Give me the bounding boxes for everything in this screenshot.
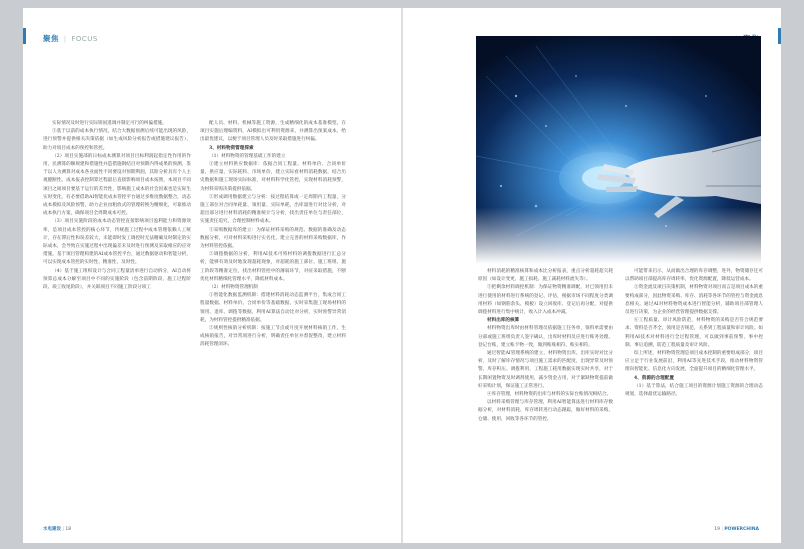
left-column-1: [43, 120, 191, 292]
footer-magazine: POWERCHINA: [724, 527, 759, 532]
right-column-1: [478, 268, 613, 424]
paragraph: 材料消耗的精准核算和成本比分析报表，重点分析超耗超欠耗原因（如设计变更、施工损耗、施工减耗材料流失等）。: [478, 269, 613, 283]
paragraph: 综上所述，材料物资管理是项目成本控制的重要组成部分，项目应立足于行业发展前沿，利用AI等先进技术手段，推动材料物资管理向智能化、信息化方向发展，全面提升项目的精细化管理水平。: [625, 351, 763, 373]
page-number: 19: [714, 527, 720, 532]
paragraph: ②规则性核销分析机制：按施工节点或月度开展材料核销工作，生成核销报告，对异常项进行分析，明确责任单位并督促整改，建立材料消耗管理闭环。: [200, 326, 346, 348]
paragraph: ②形成调用数据建立与分析：按过程结算或一定周期内工程量，分施工部位对合同单耗量、领用量、实际单耗，出库量进行对比分析，对超出部分进行材料消耗的精准统计与分析，找出责任单位与责任部位，实施责任追究，合理控制材料成本。: [200, 194, 346, 225]
section-tab-marker: [23, 28, 26, 44]
right-column-2: [625, 268, 763, 399]
paragraph: 材料物资出库时由材料管理员依据施工任务单，领料单需要由分部或施工班组负责人签字确认，出库时材料员应进行账务处理、登记台账，建立账卡物一致，做到账账相符、账实相符。: [478, 326, 613, 348]
left-page: [23, 8, 401, 543]
paragraph: ③把剩余材料调控机制：为保证物资精准调配，对已领用但未进行使用的材料进行系统的登记、评估，根据市场不同程度分类调用材料（如钢筋余头、模板）设立回收库，登记后再分配，对提供调拨材料进行集中统计，收入计入成本冲减。: [478, 285, 613, 316]
subsection-heading: 材料出库的核算: [487, 318, 520, 324]
paragraph: ④库存管理，材料物资的出库与材料的实际台账情况相结合。: [487, 392, 612, 398]
paragraph: 可能带来启示，从而做出合理的库存调整，进外，物资储存还可以帮助项目部提高库存周转率，优化资源配置，降低运营成本。: [625, 269, 763, 283]
robot-hand-illustration: [476, 36, 761, 264]
left-header: [43, 33, 98, 44]
footer-magazine: 水电建设: [43, 527, 61, 532]
subsection-heading: （2）材料物资管理机制: [209, 285, 258, 291]
paragraph: ①智能化数据监测机制：搭建材料消耗动态监测平台，集成合同工程量数据、材料单价、合同单价等基础数据，实时采集施工现场材料的领用、退库、调拨等数据，利用AI算法自动比对分析，实时预警异常消耗，为材料管控提供精准依据。: [200, 293, 346, 323]
paragraph: 以材料采购管理与库存管理，利用AI智能算法进行材料库存数据分析，对材料消耗、库存周转进行动态跟踪，做好材料的采购、仓储、使用、回收等各环节的管控。: [478, 400, 613, 422]
paragraph: 配人员、材料、机械等施工资源，生成精细化的成本基准模型。在项目实施后理编资料，AI模拟出可利用资源来，并测算出预案成本，给出最优建议，以便于项目管理人员及时采取措施进行纠偏。: [200, 121, 346, 143]
right-page: [403, 8, 781, 543]
left-footer: 水电建设 | 18: [43, 527, 72, 532]
section-heading: 4、资源的合理配置: [634, 375, 674, 381]
paragraph: （2）项目实施部的日标成本测算对项目目标利润起指定性作用的作用，民测算的顺规建和措施性并造措施钢结目对预期内得成果的预测，鉴于以人为测算对成本各业面性不同要设对预期利润，其险分析具有个人主观臆断性。成本报表控制算过程最后直接影响项目成本按照，本项目不同项目之间项目要基于运行的差异性，影响施工成本的社会因素也是实际生实时变化，有必要借助AI智能化成本管控平台通过多维度数据整合，动态成本模拟及风险预警，助力企业由粗放式的管理转换为精细化，可靠推动成本执行方案，确保项目全周期成本可控。: [43, 153, 191, 217]
paragraph: ⑥工程质量、审计风险防范，材料物资的采购是否符合规范要求、资料是否齐全、领用是否规范，关系到工程质量和审计风险。如利用AI技术对材料进行全过程管理，可以做到事前预警、事中控制、事后追溯，防范工程质量及审计风险。: [625, 318, 763, 348]
section-tab-marker: [778, 28, 781, 44]
paragraph: 通过智能AI管理系统的建立，材料物资出库、出库实时对比分析，及时了解库存情况与项目施工需求的匹配度，出现异常及时预警。库存积压、调拨利用、工程施工耗用数据实现实时共享，对于长期闲置物资及时调剂使用，减少资金占用，对于紧缺物资提前做好采购计划，保证施工正常进行。: [478, 351, 613, 389]
paragraph: ②调拨数据的分析，利用AI技术可将材料的调拨数据进行汇总分析，能够有效及时地发现超耗现象，对超耗的施工部位、施工班组、施工阶段等精准定位，找出材料管控中的薄弱环节，对症采取措施，不断优化材料精细化管理水平，降低材料成本。: [200, 252, 346, 282]
paragraph: ③采购数据库的建立：为保证材料采购的规范、数据的准确及动态数据分析，可对材料采购进行实名化，建立完善的材料采购数据库，作为材料管控依据。: [200, 227, 346, 250]
header-separator: |: [63, 35, 67, 43]
right-footer: 19 | POWERCHINA: [714, 527, 759, 532]
left-column-2: [200, 120, 346, 350]
section-heading: 3、材料物资管理探索: [209, 145, 254, 151]
header-cn: 聚焦: [43, 34, 59, 43]
paragraph: （4）基于施工组织设计与合同工程量清单进行自动拆分，AI自动将预算总成本分解至项目中不同的实施阶段（包含前期阶段、施工过程阶段、竣工收尾阶段），并关联项目不同施工阶段分项工: [43, 268, 191, 291]
paragraph: （1）基于算法，结合施工项目的资源计划施工资源的合理动态规划，选择最优运输路径。: [625, 383, 763, 398]
subsection-heading: （1）材料物资的管理基础工作的建立: [209, 153, 286, 159]
paragraph: ①建立材料供应数据库：依据合同工程量、材料单价、合同单价量、供应量、实际耗料、市场单价，建立实际看材料消耗数据，结合历史数据和施工现场实际标准，对材料科学化管控，实现材料消耗预警，为材料采购决策提供依据。: [200, 162, 346, 192]
page-number: 18: [65, 527, 72, 532]
header-en: FOCUS: [71, 35, 98, 43]
paragraph: 实际情况及时进行实际矫国遥调并制定可行的纠偏措施。: [52, 121, 167, 126]
paragraph: （3）项目实施阶段的成本动态管控直接影响项目盈利能力和资源效率，是项目成本管控的核心环节，传统施工过程中成本管理依赖人工统计，存在滞后性和误差较大，未能即时发工调控时无法精确及时制定的实际成本，会导致在实施过程中出现偏差未及时进行预测及采取相应的应对措施。基于项目管理构建的AI成本管控平台，通过数据驱动和智能分析，可以实现成本管控的实时性、精准性、及时性。: [43, 219, 191, 266]
ai-hand-robot-image: [476, 36, 761, 264]
paragraph: ③基于以前的成本执行情况，结合大数据预测后续可能出现的风险，进行预警并提供相关决策依据（如生成风险分析报告或措施建议报告），助力对项目成本的预控和管控。: [43, 129, 191, 151]
paragraph: ⑤资金流及项目决策机制，材料物资对项目而言是项目成本的重要构成部分，因此物资采购、库存、消耗等各环节的管控与资金流息息相关。通过AI对材料物资成本进行智能分析，辅助项目部管理人员进行决策，为企业的经营管理提供数据支撑。: [625, 285, 763, 316]
